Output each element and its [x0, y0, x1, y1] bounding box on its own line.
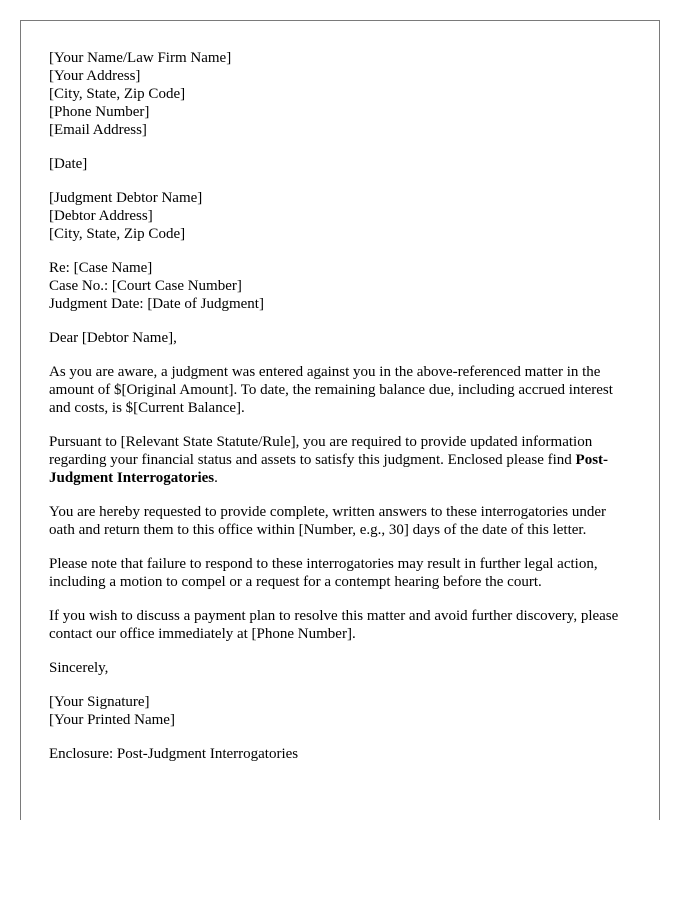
paragraph-warning: Please note that failure to respond to these interrogatories may result in further legal action, including a motion to compel or a request for a contempt hearing before the court.: [49, 556, 598, 590]
paragraph-statute-text: Pursuant to [Relevant State Statute/Rule], you are required to provide updated information regarding your financial status and assets to satisfy this judgment. Enclosed please find: [49, 434, 593, 468]
enclosure-block: [49, 745, 633, 763]
closing: Sincerely,: [49, 660, 109, 676]
paragraph-request: You are hereby requested to provide complete, written answers to these interrogatories under oath and return them to this office within [Number, e.g., 30] days of the date of this letter.: [49, 504, 607, 538]
sender-phone: [Phone Number]: [49, 104, 150, 120]
recipient-block: [49, 189, 633, 243]
sender-city-state-zip: [City, State, Zip Code]: [49, 86, 186, 102]
paragraph-payment-plan: If you wish to discuss a payment plan to resolve this matter and avoid further discovery, please contact our office immediately at [Phone Number].: [49, 608, 619, 642]
date-block: [49, 155, 633, 173]
sender-name: [Your Name/Law Firm Name]: [49, 50, 232, 66]
case-number-line: Case No.: [Court Case Number]: [49, 278, 242, 294]
sender-address: [Your Address]: [49, 68, 141, 84]
reference-block: [49, 259, 633, 313]
recipient-address: [Debtor Address]: [49, 208, 153, 224]
interrogatories-bold: Post-Judgment Interrogatories: [49, 452, 609, 486]
printed-name-line: [Your Printed Name]: [49, 712, 175, 728]
enclosure-line: Enclosure: Post-Judgment Interrogatories: [49, 746, 299, 762]
signature-line: [Your Signature]: [49, 694, 150, 710]
paragraph-balance: As you are aware, a judgment was entered against you in the above-referenced matter in the amount of $[Original Amount]. To date, the remaining balance due, including accrued interest and costs, is $[Current Balance].: [49, 364, 613, 416]
judgment-date-line: Judgment Date: [Date of Judgment]: [49, 296, 264, 312]
sender-block: [49, 49, 633, 139]
letter-date: [Date]: [49, 156, 88, 172]
re-line: Re: [Case Name]: [49, 260, 153, 276]
salutation: Dear [Debtor Name],: [49, 330, 177, 346]
paragraph-statute-end: .: [214, 470, 218, 486]
paragraph-statute: [49, 433, 633, 487]
letter-page: [20, 20, 660, 820]
letter-body: [49, 49, 633, 779]
sender-email: [Email Address]: [49, 122, 147, 138]
signature-block: [49, 693, 633, 729]
recipient-city-state-zip: [City, State, Zip Code]: [49, 226, 186, 242]
recipient-name: [Judgment Debtor Name]: [49, 190, 203, 206]
